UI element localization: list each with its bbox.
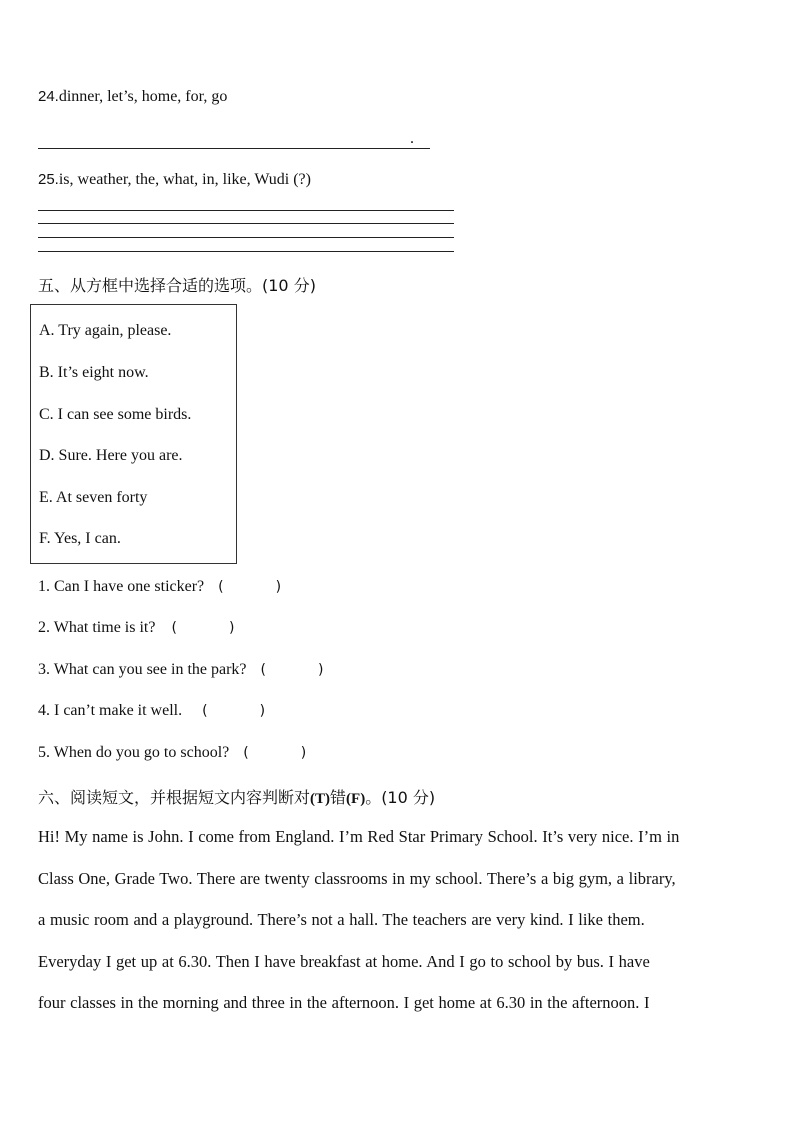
option-c: C. I can see some birds. <box>39 406 192 423</box>
match-question-5 <box>38 744 306 762</box>
section-6-heading-t: (T) <box>310 791 331 807</box>
answer-paren-open-4: ( <box>202 703 208 719</box>
question-24-number: 24. <box>38 88 59 105</box>
section-5-heading-prefix: 五、从方框中选择合适的选项。( <box>38 276 269 295</box>
passage-line-4: Everyday I get up at 6.30. Then I have breakfast at home. And I go to school by bus. I have <box>38 952 650 971</box>
answer-line-25a[interactable] <box>38 210 454 211</box>
question-25-number: 25. <box>38 171 59 188</box>
option-e: E. At seven forty <box>39 489 148 506</box>
question-25 <box>38 171 311 189</box>
answer-paren-open-3: ( <box>260 662 266 678</box>
match-question-2-text: 2. What time is it? <box>38 619 156 636</box>
passage-line-2: Class One, Grade Two. There are twenty classrooms in my school. There’s a big gym, a library, <box>38 869 676 888</box>
answer-line-25b[interactable] <box>38 223 454 224</box>
match-question-1 <box>38 578 281 596</box>
passage-line-1: Hi! My name is John. I come from England. I’m Red Star Primary School. It’s very nice. I’m in <box>38 827 680 846</box>
answer-paren-close-5: ) <box>300 745 307 761</box>
match-question-4-text: 4. I can’t make it well. <box>38 702 183 719</box>
match-question-3-text: 3. What can you see in the park? <box>38 661 247 678</box>
section-6-heading <box>38 785 435 808</box>
answer-line-24[interactable] <box>38 148 430 149</box>
section-6-heading-part1: 六、阅读短文，并根据短文内容判断对 <box>38 788 311 807</box>
options-box <box>30 304 237 564</box>
section-6-heading-part3: 。(10 分) <box>365 788 436 807</box>
answer-paren-close-2: ) <box>228 620 235 636</box>
option-b: B. It’s eight now. <box>39 364 149 381</box>
section-5-heading <box>38 273 316 296</box>
answer-paren-close-3: ) <box>317 662 324 678</box>
option-a: A. Try again, please. <box>39 322 172 339</box>
question-24 <box>38 88 227 106</box>
option-d: D. Sure. Here you are. <box>39 447 183 464</box>
match-question-3 <box>38 661 323 679</box>
answer-paren-close-1: ) <box>275 579 282 595</box>
match-question-1-text: 1. Can I have one sticker? <box>38 578 205 595</box>
answer-line-25d[interactable] <box>38 251 454 252</box>
passage-line-3: a music room and a playground. There’s not a hall. The teachers are very kind. I like them. <box>38 910 645 929</box>
answer-line-24-tail <box>418 148 430 149</box>
question-24-words: dinner, let’s, home, for, go <box>58 88 228 105</box>
answer-paren-close-4: ) <box>259 703 266 719</box>
question-25-words: is, weather, the, what, in, like, Wudi (?) <box>58 171 311 188</box>
section-6-heading-part2: 错 <box>330 788 347 807</box>
answer-paren-open-1: ( <box>218 579 224 595</box>
passage-line-5: four classes in the morning and three in the afternoon. I get home at 6.30 in the afternoon. I <box>38 993 650 1012</box>
option-f: F. Yes, I can. <box>39 530 121 547</box>
match-question-2 <box>38 619 234 637</box>
answer-paren-open-5: ( <box>243 745 249 761</box>
section-5-heading-suffix: 分) <box>288 276 316 295</box>
answer-24-period: . <box>410 130 414 147</box>
match-question-4 <box>38 702 265 720</box>
answer-line-25c[interactable] <box>38 237 454 238</box>
answer-paren-open-2: ( <box>171 620 177 636</box>
section-5-heading-score: 10 <box>268 276 289 295</box>
section-6-heading-f: (F) <box>346 791 366 807</box>
match-question-5-text: 5. When do you go to school? <box>38 744 230 761</box>
